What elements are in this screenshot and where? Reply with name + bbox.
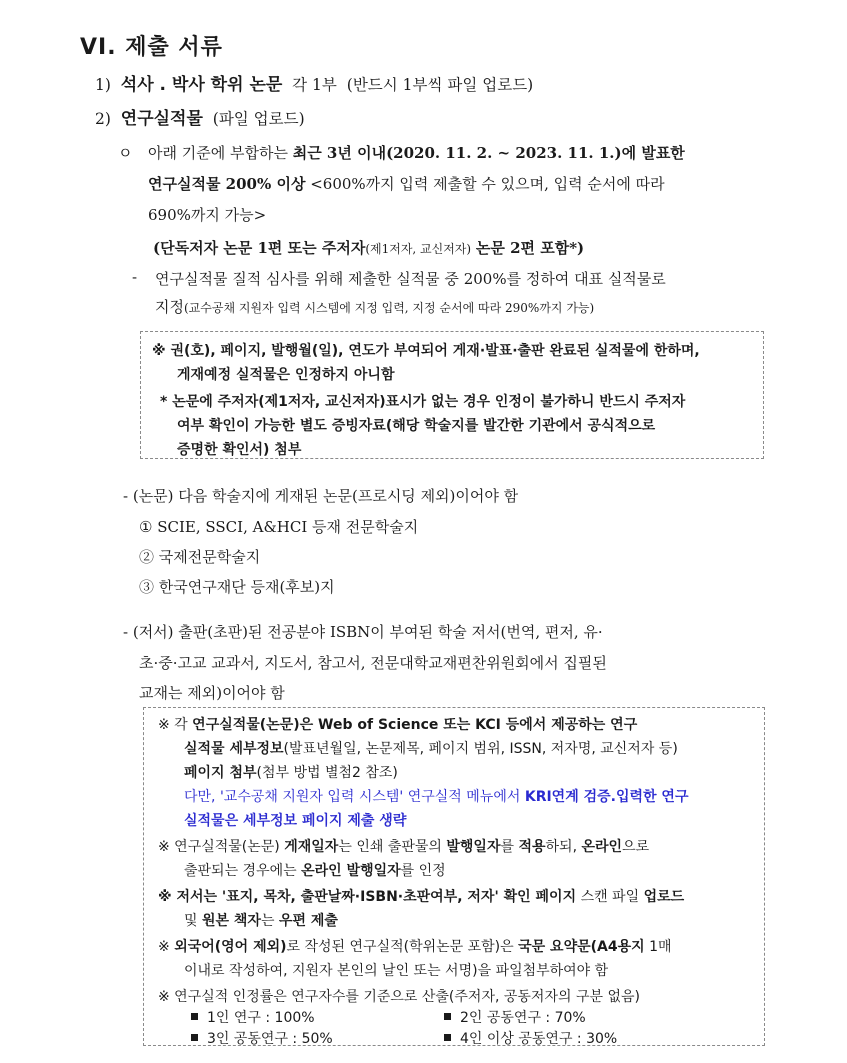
n1-f: (첨부 방법 별첨2 참조) <box>256 765 398 781</box>
section-title: VI. 제출 서류 <box>80 35 223 60</box>
item1-label: 석사 . 박사 학위 논문 <box>120 75 283 95</box>
n1-d: (발표년월일, 논문제목, 페이지 범위, ISSN, 저자명, 교신저자 등) <box>283 741 678 757</box>
notice1-line-2: 게재예정 실적물은 인정하지 아니함 <box>177 367 395 383</box>
n3-c: 업로드 <box>643 889 685 905</box>
n2-h: 온라인 <box>581 839 623 855</box>
n2-f: 적용 <box>518 839 546 855</box>
notice2-blue-line-1 <box>184 786 688 806</box>
criteria-period: 최근 3년 이내(2020. 11. 2. ~ 2023. 11. 1.)에 발표한 <box>292 144 685 162</box>
notice2-n4-line-1 <box>158 936 672 956</box>
circle-bullet: ㅇ <box>118 144 133 162</box>
item1-row <box>95 70 533 95</box>
criteria-text: 아래 기준에 부합하는 <box>148 144 288 162</box>
item1-note: (반드시 1부씩 파일 업로드) <box>346 76 534 94</box>
papers-item-2: ② 국제전문학술지 <box>139 548 261 566</box>
n3-g: 우편 제출 <box>278 913 338 929</box>
n2-i: 으로 <box>622 839 650 855</box>
square-bullet-icon <box>444 1013 451 1020</box>
books-line-1: - (저서) 출판(초판)된 전공분야 ISBN이 부여된 학술 저서(번역, 편저, 유· <box>123 623 603 641</box>
papers-item-1: ① SCIE, SSCI, A&HCI 등재 전문학술지 <box>139 518 419 536</box>
n2-c: 는 인쇄 출판물의 <box>338 839 442 855</box>
item2-number: 2) <box>95 110 111 128</box>
n2-g: 하되, <box>545 839 578 855</box>
rate-item-3 <box>191 1028 333 1048</box>
rate-text: 3인 공동연구 : 50% <box>207 1031 333 1047</box>
notice2-n1-line-3 <box>184 762 398 782</box>
n4-d: 국문 요약문(A4용지 <box>518 939 645 955</box>
rep-designate-note: (교수공채 지원자 입력 시스템에 지정 입력, 지정 순서에 따라 290%까지 가능) <box>183 301 595 315</box>
n4-e: 1매 <box>649 939 672 955</box>
n3-e: 원본 책자 <box>201 913 261 929</box>
notice2-blue-line-2: 실적물은 세부정보 페이지 제출 생략 <box>184 813 407 829</box>
notice1-line-4: 여부 확인이 가능한 별도 증빙자료(해당 학술지를 발간한 기관에서 공식적으로 <box>177 418 656 434</box>
n3-b: 스캔 파일 <box>580 889 640 905</box>
n3-d: 및 <box>184 913 198 929</box>
notice2-n4-line-2: 이내로 작성하여, 지원자 본인의 날인 또는 서명)을 파일첨부하여야 함 <box>184 963 609 979</box>
rate-item-4 <box>444 1028 617 1048</box>
rep-line-1: 연구실적물 질적 심사를 위해 제출한 실적물 중 200%를 정하여 대표 실적물로 <box>155 270 666 288</box>
n1-b: 연구실적물(논문)은 Web of Science 또는 KCI 등에서 제공하는 연구 <box>192 717 638 733</box>
n1-e: 페이지 첨부 <box>184 765 257 781</box>
notice1-line-3: * 논문에 주저자(제1저자, 교신저자)표시가 없는 경우 인정이 불가하니 반드시 주저자 <box>160 394 686 410</box>
notice2-n5: ※ 연구실적 인정률은 연구자수를 기준으로 산출(주저자, 공동저자의 구분 없음) <box>158 989 640 1005</box>
criteria-paren-c: 논문 2편 포함*) <box>475 239 585 257</box>
notice1-line-5: 증명한 확인서) 첨부 <box>177 442 302 458</box>
n3-f: 는 <box>260 913 275 929</box>
square-bullet-icon <box>191 1034 198 1041</box>
criteria-paren-b: (제1저자, 교신저자) <box>365 242 472 256</box>
item2-label: 연구실적물 <box>120 109 203 129</box>
n2-d: 발행일자 <box>446 839 501 855</box>
item2-note: (파일 업로드) <box>212 110 305 128</box>
n4-b: 외국어(영어 제외) <box>174 939 287 955</box>
n2-l: 를 인정 <box>400 863 446 879</box>
rate-text: 4인 이상 공동연구 : 30% <box>460 1031 618 1047</box>
notice2-n2-line-2 <box>184 860 446 880</box>
notice1-line-1: ※ 권(호), 페이지, 발행월(일), 연도가 부여되어 게재·발표·출판 완료된 실적물에 한하며, <box>152 343 700 359</box>
n2-j: 출판되는 경우에는 <box>184 863 297 879</box>
square-bullet-icon <box>191 1013 198 1020</box>
criteria-line-1 <box>148 142 685 163</box>
rate-item-1 <box>191 1007 315 1027</box>
rep-designate: 지정 <box>155 298 184 316</box>
criteria-limit: <600%까지 입력 제출할 수 있으며, 입력 순서에 따라 <box>310 175 665 193</box>
n4-c: 로 작성된 연구실적(학위논문 포함)은 <box>286 939 514 955</box>
notice2-n1-line-1 <box>158 714 637 734</box>
n1-c: 실적물 세부정보 <box>184 741 284 757</box>
rep-line-2 <box>155 296 594 317</box>
notice2-n3-line-2 <box>184 910 338 930</box>
criteria-paren-a: (단독저자 논문 1편 또는 주저자 <box>153 239 366 257</box>
square-bullet-icon <box>444 1034 451 1041</box>
n2-k: 온라인 발행일자 <box>301 863 401 879</box>
criteria-paren-line <box>153 237 584 258</box>
criteria-line-2 <box>148 173 665 194</box>
books-line-2: 초·중·고교 교과서, 지도서, 참고서, 전문대학교재편찬위원회에서 집필된 <box>139 654 607 672</box>
n1-a: ※ 각 <box>158 717 188 733</box>
rate-text: 1인 연구 : 100% <box>207 1010 315 1026</box>
blue-b: KRI연계 검증.입력한 연구 <box>524 789 689 805</box>
criteria-line-3: 690%까지 가능> <box>148 206 267 224</box>
criteria-minimum: 연구실적물 200% 이상 <box>148 175 306 193</box>
n3-a: ※ 저서는 '표지, 목차, 출판날짜·ISBN·초판여부, 저자' 확인 페이지 <box>158 889 577 905</box>
rep-dash: - <box>132 268 138 286</box>
notice2-n1-line-2 <box>184 738 678 758</box>
n2-a: ※ 연구실적물(논문) <box>158 839 280 855</box>
blue-a: 다만, '교수공채 지원자 입력 시스템' 연구실적 메뉴에서 <box>184 789 521 805</box>
item1-count: 각 1부 <box>292 76 337 94</box>
item2-row <box>95 104 305 129</box>
papers-heading: - (논문) 다음 학술지에 게재된 논문(프로시딩 제외)이어야 함 <box>123 487 519 505</box>
rate-text: 2인 공동연구 : 70% <box>460 1010 586 1026</box>
n2-b: 게재일자 <box>284 839 339 855</box>
n2-e: 를 <box>500 839 515 855</box>
papers-item-3: ③ 한국연구재단 등재(후보)지 <box>139 578 335 596</box>
notice2-n2-line-1 <box>158 836 649 856</box>
item1-number: 1) <box>95 76 111 94</box>
n4-a: ※ <box>158 939 170 955</box>
rate-item-2 <box>444 1007 586 1027</box>
books-line-3: 교재는 제외)이어야 함 <box>139 684 285 702</box>
notice2-n3-line-1 <box>158 886 684 906</box>
